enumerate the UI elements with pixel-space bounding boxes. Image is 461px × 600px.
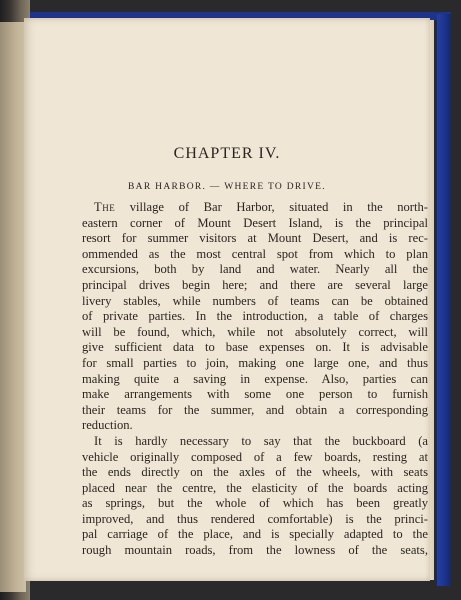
text-line: their teams for the summer, and obtain a corresponding <box>82 402 428 417</box>
text-line: reduction. <box>82 418 133 433</box>
body-text <box>82 200 428 559</box>
book-page <box>24 18 430 581</box>
text-line: for small parties to join, making one large one, and thus <box>82 355 428 370</box>
chapter-subtitle: BAR HARBOR. — WHERE TO DRIVE. <box>128 182 326 192</box>
text-line: pal carriage of the place, and is specially adapted to the <box>82 527 428 542</box>
chapter-heading: CHAPTER IV. <box>173 145 281 162</box>
lead-word: The <box>94 200 116 214</box>
text-line: resort for summer visitors at Mount Desert, and is rec- <box>82 231 428 246</box>
text-line: making quite a saving in expense. Also, parties can <box>82 371 428 386</box>
text-line: ommended as the most central spot from which to plan <box>82 246 428 261</box>
text-line: eastern corner of Mount Desert Island, is the principal <box>82 215 428 230</box>
cover-right-edge <box>437 14 451 586</box>
text-line: excursions, both by land and water. Nearly all the <box>82 262 428 277</box>
text-line: the ends directly on the axles of the wheels, with seats <box>82 465 428 480</box>
text-line: make arrangements with some one person to furnish <box>82 387 428 402</box>
previous-page-edge <box>0 22 26 592</box>
text-line: will be found, which, while not absolutely correct, will <box>82 324 428 339</box>
text-line: as springs, but the whole of which has been greatly <box>82 496 428 511</box>
text-line: The village of Bar Harbor, situated in the north- <box>94 200 428 214</box>
text-line: principal drives begin here; and there are several large <box>82 277 428 292</box>
text-line: improved, and thus rendered comfortable) is the princi- <box>82 511 428 526</box>
text-line: livery stables, while numbers of teams can be obtained <box>82 293 428 308</box>
text-line: give sufficient data to base expenses on. It is advisable <box>82 340 428 355</box>
text-line: of private parties. In the introduction, a table of charges <box>82 309 428 324</box>
text-line: rough mountain roads, from the lowness of the seats, <box>82 543 428 558</box>
text-line: It is hardly necessary to say that the buckboard (a <box>94 433 428 448</box>
text-line: placed near the centre, the elasticity of the boards acting <box>82 480 428 495</box>
text-line: vehicle originally composed of a few boards, resting at <box>82 449 428 464</box>
